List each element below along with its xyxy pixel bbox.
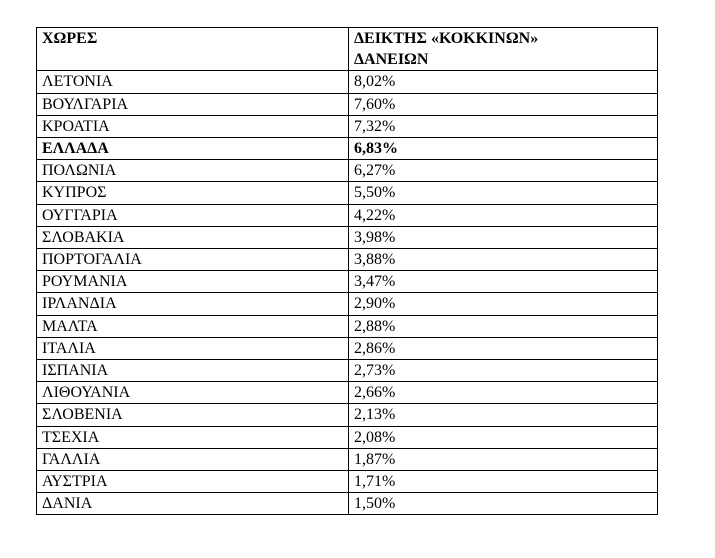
country-cell: ΡΟΥΜΑΝΙΑ [37, 271, 349, 293]
country-cell: ΣΛΟΒΑΚΙΑ [37, 226, 349, 248]
country-cell: ΣΛΟΒΕΝΙΑ [37, 404, 349, 426]
value-cell: 2,13% [349, 404, 658, 426]
country-cell: ΛΙΘΟΥΑΝΙΑ [37, 382, 349, 404]
value-cell: 6,27% [349, 160, 658, 182]
header-npl-label-line1: ΔΕΙΚΤΗΣ «ΚΟΚΚΙΝΩΝ» [354, 30, 539, 47]
table-row [37, 493, 658, 515]
value-cell: 7,32% [349, 115, 658, 137]
country-cell: ΙΤΑΛΙΑ [37, 337, 349, 359]
country-cell: ΛΕΤΟΝΙΑ [37, 71, 349, 93]
country-cell: ΚΡΟΑΤΙΑ [37, 115, 349, 137]
value-cell: 6,83% [349, 138, 658, 160]
npl-ratio-table [36, 27, 658, 515]
value-cell: 4,22% [349, 204, 658, 226]
value-cell: 2,88% [349, 315, 658, 337]
value-cell: 1,50% [349, 493, 658, 515]
country-cell: ΕΛΛΑΔΑ [37, 138, 349, 160]
value-cell: 3,47% [349, 271, 658, 293]
value-cell: 2,86% [349, 337, 658, 359]
country-cell: ΙΡΛΑΝΔΙΑ [37, 293, 349, 315]
value-cell: 2,90% [349, 293, 658, 315]
table-row [37, 204, 658, 226]
table-row [37, 249, 658, 271]
table-row [37, 160, 658, 182]
header-country-label: ΧΩΡΕΣ [42, 30, 98, 47]
table-row-highlighted [37, 138, 658, 160]
table-row [37, 337, 658, 359]
table-row [37, 293, 658, 315]
value-cell: 3,98% [349, 226, 658, 248]
country-cell: ΟΥΓΓΑΡΙΑ [37, 204, 349, 226]
value-cell: 8,02% [349, 71, 658, 93]
table-header-row [37, 28, 658, 71]
country-cell: ΤΣΕΧΙΑ [37, 426, 349, 448]
header-country [37, 28, 349, 71]
country-cell: ΚΥΠΡΟΣ [37, 182, 349, 204]
table-row [37, 271, 658, 293]
table-row [37, 448, 658, 470]
table-row [37, 360, 658, 382]
table-row [37, 71, 658, 93]
table-row [37, 182, 658, 204]
table-row [37, 315, 658, 337]
table-row [37, 404, 658, 426]
value-cell: 2,66% [349, 382, 658, 404]
header-npl-label-line2: ΔΑΝΕΙΩΝ [354, 51, 429, 69]
value-cell: 2,08% [349, 426, 658, 448]
value-cell: 1,71% [349, 471, 658, 493]
table-row [37, 426, 658, 448]
country-cell: ΔΑΝΙΑ [37, 493, 349, 515]
country-cell: ΒΟΥΛΓΑΡΙΑ [37, 93, 349, 115]
country-cell: ΠΟΛΩΝΙΑ [37, 160, 349, 182]
table-row [37, 382, 658, 404]
country-cell: ΓΑΛΛΙΑ [37, 448, 349, 470]
value-cell: 5,50% [349, 182, 658, 204]
table-row [37, 226, 658, 248]
country-cell: ΜΑΛΤΑ [37, 315, 349, 337]
value-cell: 3,88% [349, 249, 658, 271]
value-cell: 2,73% [349, 360, 658, 382]
country-cell: ΑΥΣΤΡΙΑ [37, 471, 349, 493]
country-cell: ΙΣΠΑΝΙΑ [37, 360, 349, 382]
table-row [37, 471, 658, 493]
value-cell: 1,87% [349, 448, 658, 470]
table-row [37, 115, 658, 137]
header-npl-ratio [349, 28, 658, 71]
value-cell: 7,60% [349, 93, 658, 115]
table-row [37, 93, 658, 115]
country-cell: ΠΟΡΤΟΓΑΛΙΑ [37, 249, 349, 271]
